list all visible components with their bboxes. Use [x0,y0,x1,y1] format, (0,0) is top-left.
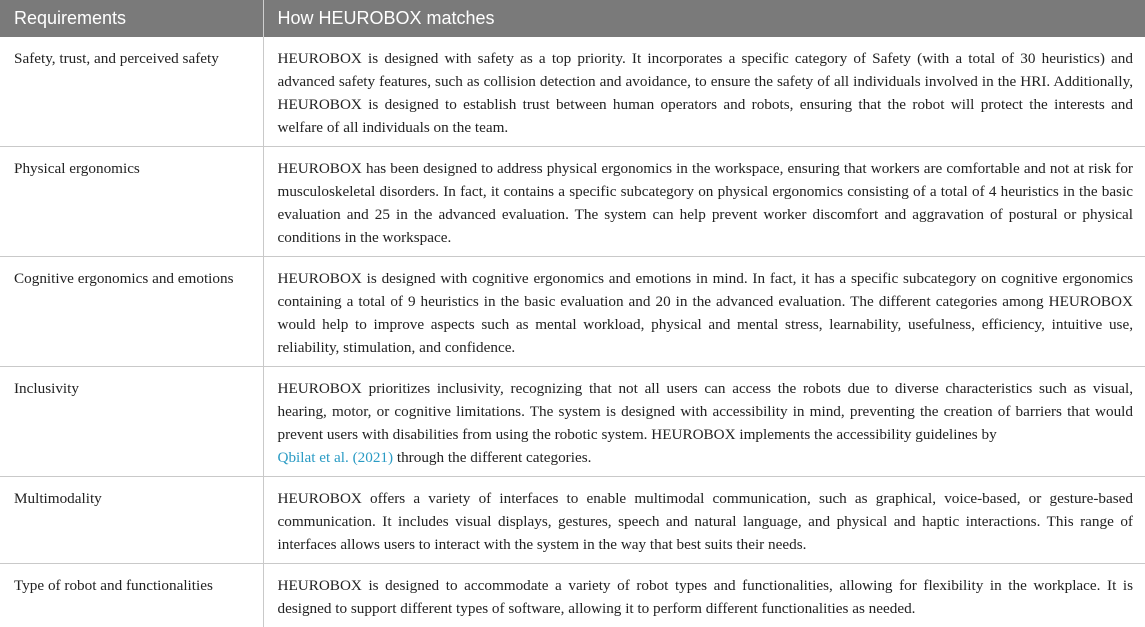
description-cell [263,367,1145,477]
table-row [0,37,1145,147]
description-tail: through the different categories. [393,449,591,466]
description-cell: HEUROBOX is designed with cognitive ergonomics and emotions in mind. In fact, it has a specific subcategory on cognitive ergonomics containing a total of 9 heuristics in the basic evaluation and 20 in the advanced evaluation. The different categories among HEUROBOX would help to improve aspects such as mental workload, physical and mental stress, learnability, usefulness, efficiency, intuitive use, reliability, stimulation, and confidence. [263,257,1145,367]
header-row [0,0,1145,37]
table-row [0,477,1145,564]
requirement-cell: Cognitive ergonomics and emotions [0,257,263,367]
table-row [0,257,1145,367]
description-text: HEUROBOX prioritizes inclusivity, recognizing that not all users can access the robots due to diverse characteristics such as visual, hearing, motor, or cognitive limitations. The system is designed with accessibility in mind, preventing the creation of barriers that would prevent users with disabilities from using the robotic system. HEUROBOX implements the accessibility guidelines by [278,380,1134,443]
requirement-cell: Type of robot and functionalities [0,564,263,627]
description-cell: HEUROBOX has been designed to address physical ergonomics in the workspace, ensuring that workers are comfortable and not at risk for musculoskeletal disorders. In fact, it contains a specific subcategory on physical ergonomics consisting of a total of 4 heuristics in the basic evaluation and 25 in the advanced evaluation. The system can help prevent worker discomfort and aggravation of postural or physical conditions in the workspace. [263,147,1145,257]
requirement-cell: Physical ergonomics [0,147,263,257]
table-header [0,0,1145,37]
description-cell: HEUROBOX is designed with safety as a top priority. It incorporates a specific category of Safety (with a total of 30 heuristics) and advanced safety features, such as collision detection and avoidance, to ensure the safety of all individuals involved in the HRI. Additionally, HEUROBOX is designed to establish trust between human operators and robots, ensuring that the robot will protect the interests and welfare of all individuals on the team. [263,37,1145,147]
table-row [0,147,1145,257]
table-row [0,367,1145,477]
description-cell: HEUROBOX offers a variety of interfaces to enable multimodal communication, such as graphical, voice-based, or gesture-based communication. It includes visual displays, gestures, speech and natural language, and physical and haptic interactions. This range of interfaces allows users to interact with the system in the way that best suits their needs. [263,477,1145,564]
requirement-cell: Multimodality [0,477,263,564]
table-body [0,37,1145,627]
requirement-cell: Safety, trust, and perceived safety [0,37,263,147]
header-how-heurobox-matches: How HEUROBOX matches [263,0,1145,37]
header-requirements: Requirements [0,0,263,37]
requirement-cell: Inclusivity [0,367,263,477]
table-row [0,564,1145,627]
description-cell: HEUROBOX is designed to accommodate a variety of robot types and functionalities, allowing for flexibility in the workplace. It is designed to support different types of software, allowing it to perform different functionalities as needed. [263,564,1145,627]
citation-link-qbilat-2021[interactable]: Qbilat et al. (2021) [278,449,394,466]
